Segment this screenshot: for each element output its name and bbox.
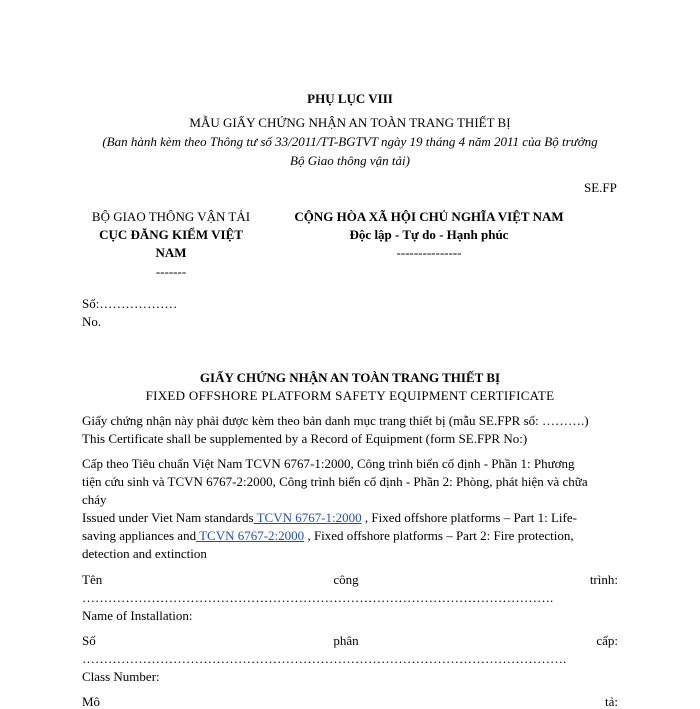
class-number-label-vi <box>82 633 618 648</box>
form-code: SE.FP <box>584 180 617 195</box>
description-word-2: tả: <box>605 694 618 709</box>
appendix-title: PHỤ LỤC VIII <box>307 91 393 106</box>
installation-word-3: trình: <box>589 572 618 587</box>
issued-under-vi-line-1: Cấp theo Tiêu chuẩn Việt Nam TCVN 6767-1:2000, Công trình biển cố định - Phần 1: Phương <box>82 456 575 471</box>
issued-under-vi-line-3: cháy <box>82 492 107 507</box>
installation-label-vi <box>82 572 618 587</box>
issued-under-en-text: , Fixed offshore platforms – Part 2: Fire protection, <box>304 528 574 543</box>
class-number-label-en: Class Number: <box>82 669 160 684</box>
description-word-1: Mô <box>82 694 101 709</box>
issued-under-en-line-2 <box>82 528 574 543</box>
class-number-word-1: Số <box>82 633 96 648</box>
issued-under-en-text: Issued under Viet Nam standards <box>82 510 254 525</box>
issued-by-line-1: (Ban hành kèm theo Thông tư số 33/2011/TT-BGTVT ngày 19 tháng 4 năm 2011 của Bộ trưởng <box>102 134 598 149</box>
form-title: MẪU GIẤY CHỨNG NHẬN AN TOÀN TRANG THIẾT BỊ <box>189 115 511 130</box>
installation-word-2: công <box>333 572 359 587</box>
ministry-name: BỘ GIAO THÔNG VẬN TẢI <box>91 209 251 224</box>
installation-word-1: Tên <box>82 572 103 587</box>
installation-label-en: Name of Installation: <box>82 608 193 623</box>
certificate-title-en: FIXED OFFSHORE PLATFORM SAFETY EQUIPMENT CERTIFICATE <box>145 388 555 403</box>
agency-name-line-2: NAM <box>155 245 187 260</box>
supplement-text-en: This Certificate shall be supplemented by a Record of Equipment (form SE.FPR No:) <box>82 431 528 446</box>
certificate-number-en: No. <box>82 314 102 329</box>
republic-name: CỘNG HÒA XÃ HỘI CHỦ NGHĨA VIỆT NAM <box>294 209 564 224</box>
tcvn-6767-2-link[interactable]: TCVN 6767-2:2000 <box>196 528 305 543</box>
issued-under-en-line-1 <box>82 510 577 525</box>
agency-rule: ------- <box>155 264 187 279</box>
class-number-word-2: phân <box>333 633 359 648</box>
class-number-dots: …………………………………………………………………………………………………. <box>82 651 567 666</box>
issued-under-vi-line-2: tiện cứu sinh và TCVN 6767-2:2000, Công trình biển cố định - Phần 2: Phòng, phát hiện và chữa <box>82 474 588 489</box>
tcvn-6767-1-link[interactable]: TCVN 6767-1:2000 <box>253 510 362 525</box>
national-motto: Độc lập - Tự do - Hạnh phúc <box>349 227 509 242</box>
issued-under-en-line-3: detection and extinction <box>82 546 207 561</box>
installation-dots: ………………………………………………………………………………………………. <box>82 590 554 605</box>
issued-under-en-text: , Fixed offshore platforms – Part 1: Life- <box>361 510 577 525</box>
supplement-text-vi: Giấy chứng nhận này phải được kèm theo bản danh mục trang thiết bị (mẫu SE.FPR số: ……….) <box>82 413 589 428</box>
certificate-title-vi: GIẤY CHỨNG NHẬN AN TOÀN TRANG THIẾT BỊ <box>199 370 501 385</box>
agency-name-line-1: CỤC ĐĂNG KIỂM VIỆT <box>99 227 243 242</box>
class-number-word-3: cấp: <box>596 633 618 648</box>
issued-under-en-text: saving appliances and <box>82 528 197 543</box>
certificate-number-vi: Số:……………… <box>82 296 178 311</box>
motto-rule: --------------- <box>396 245 462 260</box>
description-label-vi <box>82 694 618 709</box>
issued-by-line-2: Bộ Giao thông vận tải) <box>290 153 410 168</box>
